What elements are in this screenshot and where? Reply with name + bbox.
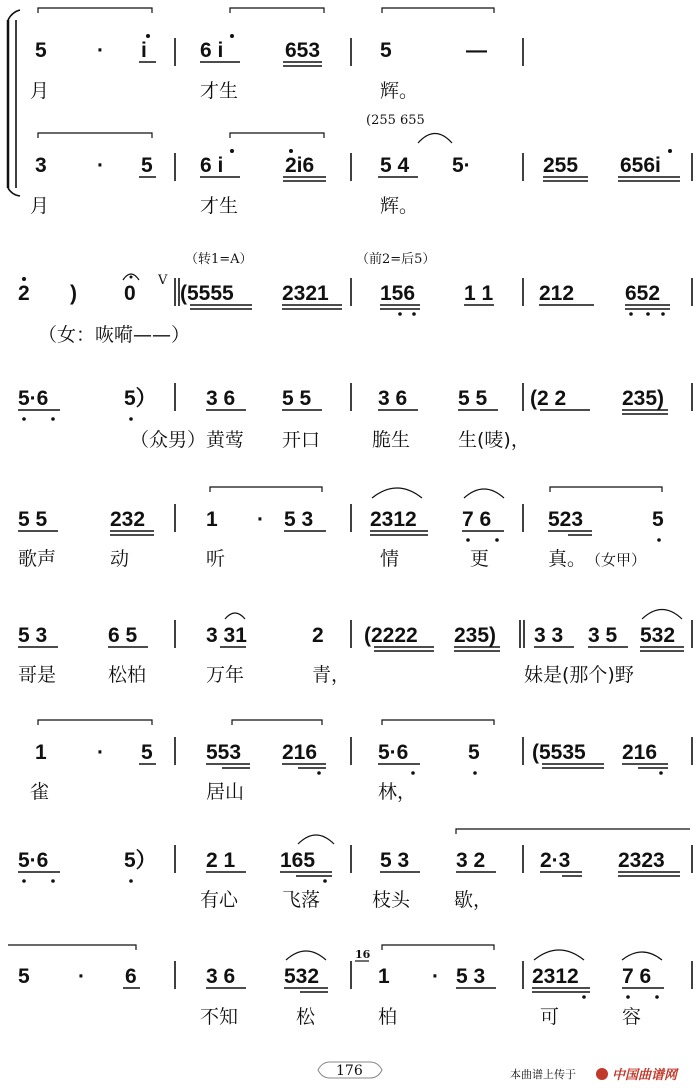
annotation: （转1=A）: [185, 252, 253, 267]
tie-arc: [550, 487, 662, 492]
note: 5: [141, 154, 153, 177]
lyric: 真。: [548, 548, 587, 570]
note: (5555: [180, 282, 234, 305]
note: 3 6: [378, 387, 408, 410]
octave-dot: [22, 277, 26, 281]
note: ·: [432, 965, 439, 988]
note: 232: [110, 508, 146, 531]
note: 2 1: [206, 849, 236, 872]
tie-arc: [230, 8, 324, 13]
lyric: 歌声: [18, 548, 57, 570]
note: 5 3: [380, 849, 410, 872]
octave-dot: [657, 538, 661, 542]
octave-dot: [230, 149, 234, 153]
octave-dot: [398, 312, 402, 316]
note: 5 4: [380, 154, 410, 177]
note: —: [466, 39, 487, 62]
note: 6: [125, 965, 137, 988]
note: 5 3: [18, 624, 48, 647]
note: 2: [18, 282, 30, 305]
octave-dot: [317, 771, 321, 775]
lyric: 生(唛)，: [458, 429, 530, 451]
note: 6 5: [108, 624, 138, 647]
lyric: 林，: [378, 781, 417, 803]
tie-arc: [382, 8, 494, 13]
system-8: [18, 829, 692, 911]
note: 652: [625, 282, 661, 305]
lyric: 辉。: [380, 195, 419, 217]
octave-dot: [582, 995, 586, 999]
lyric: 柏: [378, 1006, 398, 1028]
octave-dot: [289, 149, 293, 153]
site-logo-icon: [596, 1068, 608, 1080]
octave-dot: [412, 312, 416, 316]
lyric: 月: [30, 80, 50, 102]
lyric: 居山: [206, 781, 245, 803]
slur: [642, 610, 682, 620]
note: (2222: [364, 624, 418, 647]
note: 5: [380, 39, 392, 62]
lyric: （众男）黄莺: [130, 429, 245, 451]
lyric: 更: [470, 548, 490, 570]
note: 5·6: [18, 387, 49, 410]
lyric: 松柏: [108, 664, 147, 686]
slur: [286, 951, 326, 960]
tie-arc: [38, 720, 152, 725]
page-number: 176: [336, 1063, 363, 1079]
octave-dot: [495, 538, 499, 542]
octave-dot: [668, 149, 672, 153]
octave-dot: [146, 34, 150, 38]
note: ·: [97, 741, 104, 764]
octave-dot: [130, 276, 133, 279]
note: 2: [312, 624, 324, 647]
lyric: 脆生: [372, 429, 411, 451]
system-4: [18, 383, 692, 451]
octave-dot: [51, 417, 55, 421]
octave-dot: [129, 879, 133, 883]
note: 5）: [124, 849, 157, 872]
lyric: 月: [30, 195, 50, 217]
note: 5: [468, 741, 480, 764]
grace-note: 16: [355, 948, 371, 961]
note: 653: [285, 39, 321, 62]
page-footer: [318, 1062, 680, 1083]
notation-mark: [8, 10, 20, 20]
lyric: 辉。: [380, 80, 419, 102]
lyric: 飞落: [282, 889, 321, 911]
note: 5 5: [458, 387, 488, 410]
lyric: 有心: [200, 889, 239, 911]
note: 656i: [620, 154, 661, 177]
octave-dot: [411, 771, 415, 775]
note: ·: [97, 39, 104, 62]
note: 5·6: [378, 741, 409, 764]
lyric: 容: [622, 1006, 642, 1028]
note: 553: [206, 741, 242, 764]
note: 5: [35, 39, 47, 62]
note: 1 1: [464, 282, 494, 305]
lyric: 青，: [312, 664, 351, 686]
note: 216: [622, 741, 658, 764]
octave-dot: [659, 771, 663, 775]
octave-dot: [661, 312, 665, 316]
octave-dot: [466, 538, 470, 542]
note: 1: [35, 741, 47, 764]
note: 5 3: [284, 508, 314, 531]
note: ·: [257, 508, 264, 531]
note: ·: [97, 154, 104, 177]
octave-dot: [22, 879, 26, 883]
note: 156: [380, 282, 416, 305]
note: 5: [652, 508, 664, 531]
note: 5·: [452, 154, 471, 177]
lyric: 枝头: [372, 889, 411, 911]
note: 2i6: [285, 154, 315, 177]
octave-dot: [646, 312, 650, 316]
note: 7 6: [462, 508, 492, 531]
octave-dot: [655, 995, 659, 999]
note: 3 6: [206, 387, 236, 410]
tie-arc: [38, 133, 152, 138]
note: (5535: [532, 741, 586, 764]
upload-text: 本曲谱上传于: [510, 1068, 576, 1081]
note: 3: [35, 154, 47, 177]
slur: [372, 488, 422, 498]
note: 0: [124, 282, 136, 305]
annotation: (255 655: [366, 113, 425, 128]
note: 7 6: [622, 965, 652, 988]
lyric: 不知: [200, 1006, 239, 1028]
note: 2312: [370, 508, 417, 531]
system-1: [30, 8, 523, 102]
note: 255: [543, 154, 579, 177]
lyric: 妹是(那个)野: [524, 664, 634, 686]
note: 2312: [532, 965, 579, 988]
tie-arc: [210, 487, 322, 492]
slur: [298, 835, 334, 844]
system-9: [8, 945, 692, 1028]
note: 6 i: [200, 154, 224, 177]
lyric: 可: [540, 1006, 560, 1028]
slur: [225, 613, 245, 619]
lyric: 开口: [282, 429, 321, 451]
system-3: [18, 252, 692, 346]
note: 5: [141, 741, 153, 764]
note: 5 5: [282, 387, 312, 410]
tie-arc: [232, 720, 322, 725]
system-7: [30, 720, 692, 803]
note: 2321: [282, 282, 329, 305]
system-bracket: [8, 10, 20, 196]
note: 3 2: [456, 849, 486, 872]
note: 3 6: [206, 965, 236, 988]
octave-dot: [129, 417, 133, 421]
lyric: 松: [296, 1006, 316, 1028]
note: 235): [622, 387, 665, 410]
note: 216: [282, 741, 318, 764]
slur: [622, 952, 662, 960]
tie-arc: [382, 720, 494, 725]
tie-arc: [38, 8, 152, 13]
note: (2 2: [530, 387, 567, 410]
lyric: 歇，: [454, 889, 493, 911]
octave-dot: [629, 312, 633, 316]
note: 3 3: [534, 624, 564, 647]
octave-dot: [51, 879, 55, 883]
slur: [534, 950, 584, 960]
octave-dot: [473, 771, 477, 775]
site-logo: 中国曲谱网: [612, 1068, 678, 1083]
note: 5: [18, 965, 30, 988]
tie-arc: [230, 133, 324, 138]
tie-arc: [456, 829, 690, 834]
octave-dot: [323, 879, 327, 883]
note: i: [141, 39, 147, 62]
note: 2323: [618, 849, 665, 872]
lyric: 才生: [200, 80, 239, 102]
lyric: 听: [206, 548, 226, 570]
note: 532: [284, 965, 320, 988]
lyric: 万年: [206, 664, 245, 686]
notation-mark: [8, 188, 20, 196]
octave-dot: [22, 417, 26, 421]
annotation: （前2=后5）: [356, 252, 436, 267]
note: ·: [78, 965, 85, 988]
slur: [464, 489, 504, 498]
note: 523: [548, 508, 584, 531]
slur: [418, 134, 452, 144]
octave-dot: [230, 34, 234, 38]
tie-arc: [382, 945, 494, 950]
breath-mark: V: [158, 273, 168, 288]
note: 1: [206, 508, 218, 531]
note: 235): [454, 624, 497, 647]
system-2: [30, 113, 692, 217]
tie-arc: [8, 945, 136, 950]
system-5: [18, 487, 664, 570]
note: 212: [539, 282, 575, 305]
note: 5 3: [456, 965, 486, 988]
note: 3 5: [588, 624, 618, 647]
lyric: 哥是: [18, 664, 57, 686]
note: 3 31: [206, 624, 247, 647]
note: ): [70, 282, 77, 305]
lyric: 才生: [200, 195, 239, 217]
lyric: （女甲）: [586, 551, 647, 569]
octave-dot: [626, 995, 630, 999]
note: 2·3: [540, 849, 571, 872]
note: 5）: [124, 387, 157, 410]
note: 5·6: [18, 849, 49, 872]
lyric: 雀: [30, 781, 50, 803]
system-6: [18, 610, 692, 687]
lyric: 情: [380, 548, 400, 570]
lyric: 动: [110, 548, 130, 570]
note: 6 i: [200, 39, 224, 62]
note: 5 5: [18, 508, 48, 531]
lyric: （女：咴嗬——）: [38, 324, 191, 346]
note: 1: [378, 965, 390, 988]
note: 165: [280, 849, 316, 872]
note: 532: [640, 624, 676, 647]
